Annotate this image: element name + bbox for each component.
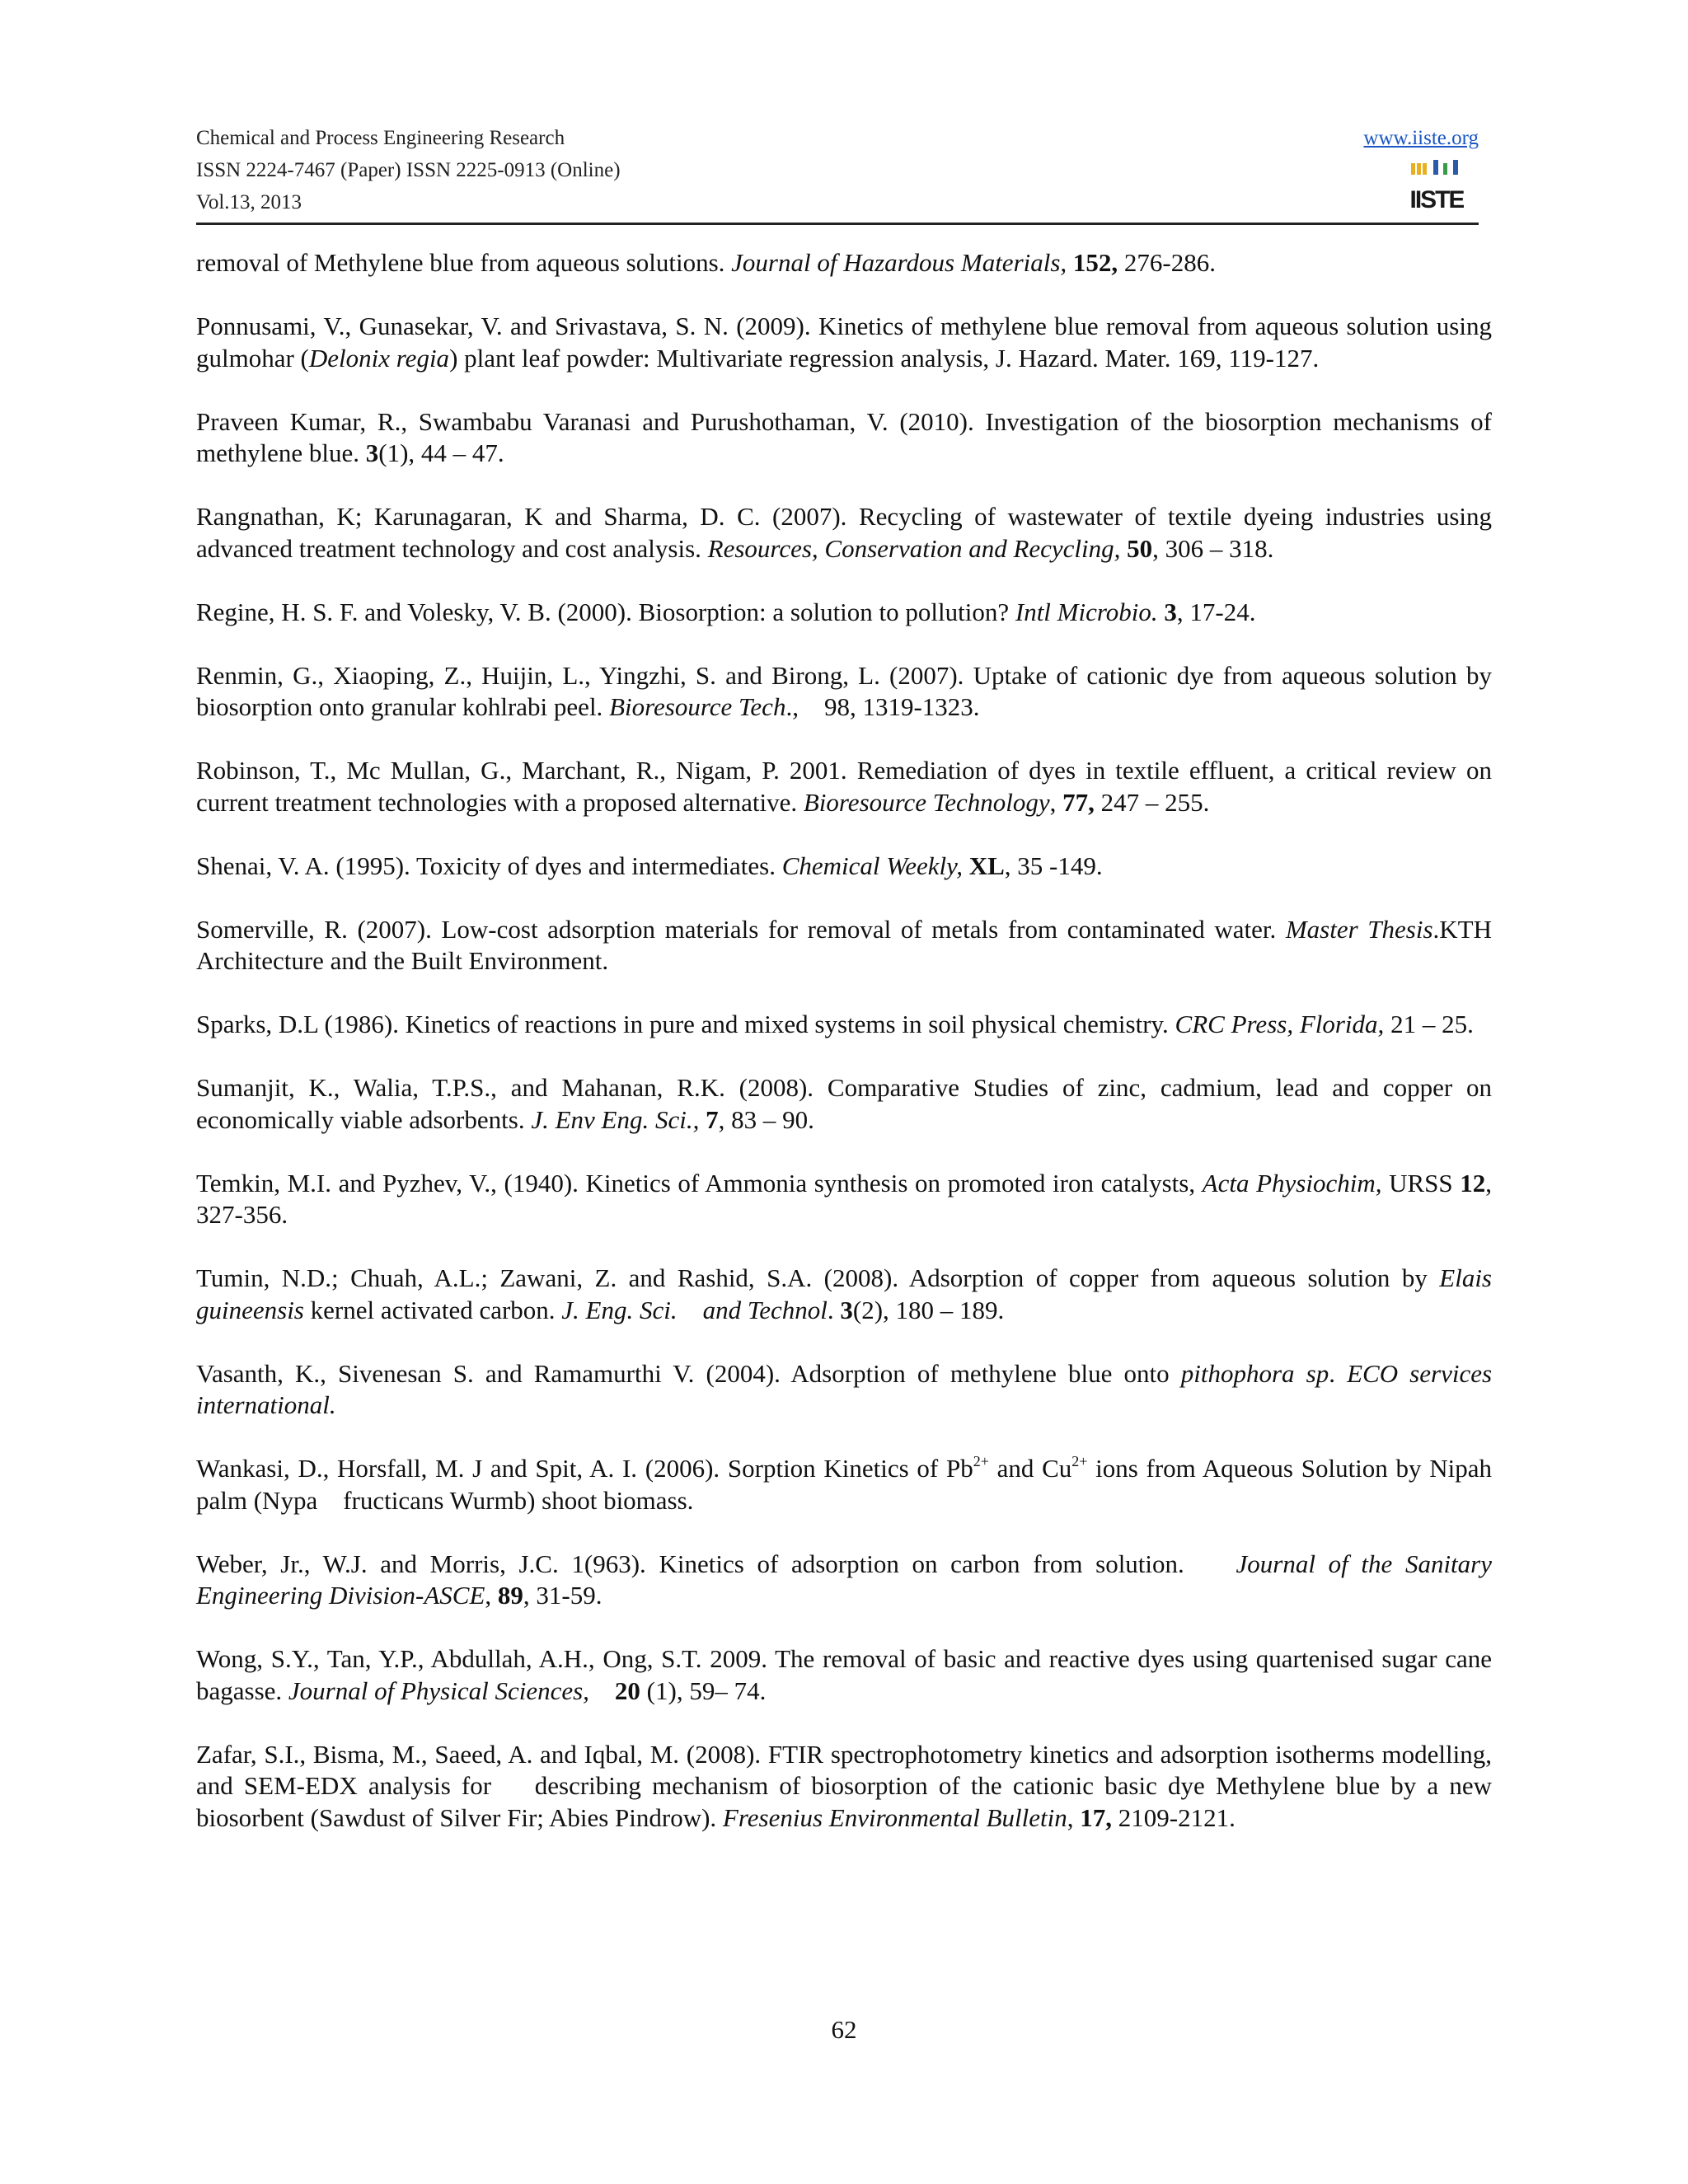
reference-text-segment: , [485, 1581, 498, 1610]
iiste-logo [1409, 157, 1464, 214]
reference-text-segment: 17, [1080, 1802, 1113, 1832]
reference-text-segment: Master Thesis [1285, 914, 1433, 944]
journal-info [196, 122, 621, 218]
page-header [196, 122, 1479, 225]
reference-text-segment: 12 [1460, 1168, 1486, 1197]
reference-text-segment: CRC Press, Florida, [1175, 1010, 1385, 1038]
reference-text-segment: Zafar, S.I., Bisma, M., Saeed, A. and Iqbal, M. (2008). FTIR spectrophotometry kinetics and adsorption isotherms modelling, and SEM-EDX analysis for describing mechanism of biosorption of the cationic basic dye Methylene blue by a new biosorbent (Sawdust of Silver Fir; Abies Pindrow). [196, 1739, 1492, 1832]
reference-text-segment: Sumanjit, K., Walia, T.P.S., and Mahanan, R.K. (2008). Comparative Studies of zinc, cadmium, lead and copper on economically viable adsorbents. [196, 1073, 1492, 1134]
reference-text-segment: 3 [1164, 597, 1177, 626]
reference-entry [196, 597, 1492, 629]
reference-entry [196, 660, 1492, 724]
reference-entry [196, 914, 1492, 977]
logo-bar-green [1443, 163, 1447, 175]
reference-text-segment: Bioresource Technology [803, 787, 1050, 817]
journal-title: Chemical and Process Engineering Research [196, 127, 565, 149]
reference-text-segment: XL [968, 851, 1005, 880]
reference-text-segment: 152, [1072, 248, 1118, 277]
reference-entry [196, 406, 1492, 470]
reference-text-segment: Rangnathan, K; Karunagaran, K and Sharma, D. C. (2007). Recycling of wastewater of textile dyeing industries using advanced treatment technology and cost analysis. [196, 502, 1492, 563]
reference-text-segment: Wong, S.Y., Tan, Y.P., Abdullah, A.H., Ong, S.T. 2009. The removal of basic and reactive dyes using quartenised sugar cane bagasse. [196, 1644, 1492, 1705]
reference-text-segment: ., 98, 1319-1323. [785, 692, 980, 721]
reference-entry [196, 1009, 1492, 1041]
reference-text-segment: . [1329, 1358, 1348, 1388]
reference-text-segment: ions from Aqueous Solution by Nipah palm (Nypa fructicans Wurmb) shoot biomass. [196, 1454, 1492, 1515]
reference-text-segment: Temkin, M.I. and Pyzhev, V., (1940). Kinetics of Ammonia synthesis on promoted iron catalysts, [196, 1168, 1203, 1197]
reference-text-segment: Ponnusami, V., Gunasekar, V. and Srivastava, S. N. (2009). Kinetics of methylene blue removal from aqueous solution using gulmohar ( [196, 312, 1492, 373]
reference-text-segment: Shenai, V. A. (1995). Toxicity of dyes and intermediates. [196, 851, 782, 880]
reference-list [196, 247, 1492, 1866]
reference-text-segment: , 17-24. [1176, 597, 1256, 626]
page-number: 62 [831, 2015, 857, 2044]
reference-text-segment: (1), 59– 74. [640, 1675, 767, 1705]
reference-entry [196, 851, 1492, 883]
reference-text-segment: Intl Microbio. [1015, 597, 1158, 626]
reference-text-segment: Resources, Conservation and Recycling, [707, 533, 1121, 563]
logo-bar-yellow-1 [1411, 163, 1415, 175]
reference-text-segment: Robinson, T., Mc Mullan, G., Marchant, R., Nigam, P. 2001. Remediation of dyes in textile effluent, a critical review on current treatment technologies with a proposed alternative. [196, 756, 1492, 817]
reference-text-segment: 2+ [973, 1453, 989, 1469]
reference-text-segment: Regine, H. S. F. and Volesky, V. B. (2000). Biosorption: a solution to pollution? [196, 597, 1015, 626]
reference-text-segment: Praveen Kumar, R., Swambabu Varanasi and Purushothaman, V. (2010). Investigation of the biosorption mechanisms of methylene blue. [196, 406, 1492, 467]
reference-text-segment: J. Eng. Sci. and Technol [561, 1295, 828, 1324]
reference-text-segment: kernel activated carbon. [303, 1295, 562, 1324]
reference-text-segment: Chemical Weekly, [781, 851, 963, 880]
reference-text-segment: , 35 -149. [1004, 851, 1103, 880]
reference-text-segment: Elais guineensis [196, 1263, 1492, 1324]
reference-text-segment: .KTH Architecture and the Built Environment. [196, 914, 1492, 975]
reference-text-segment: Renmin, G., Xiaoping, Z., Huijin, L., Yingzhi, S. and Birong, L. (2007). Uptake of cationic dye from aqueous solution by biosorption onto granular kohlrabi peel. [196, 660, 1492, 721]
reference-text-segment: Bioresource Tech [609, 692, 786, 721]
reference-text-segment: 89 [497, 1581, 523, 1610]
reference-text-segment: (2), 180 – 189. [852, 1295, 1005, 1324]
logo-bar-yellow-2 [1417, 163, 1421, 175]
reference-text-segment: ECO services international. [196, 1358, 1493, 1419]
reference-text-segment: Weber, Jr., W.J. and Morris, J.C. 1(963). Kinetics of adsorption on carbon from solution. [196, 1549, 1236, 1578]
reference-text-segment [699, 1105, 706, 1134]
reference-text-segment: , 306 – 318. [1152, 533, 1274, 563]
reference-entry [196, 501, 1492, 565]
reference-text-segment: 77, [1062, 787, 1095, 817]
reference-text-segment: , 31-59. [523, 1581, 603, 1610]
reference-text-segment: and Cu [988, 1454, 1072, 1483]
reference-text-segment: Delonix regia [308, 343, 450, 373]
reference-text-segment: J. Env Eng. Sci., [531, 1104, 700, 1134]
reference-entry [196, 1453, 1492, 1516]
reference-text-segment: Journal of the Sanitary Engineering Division-ASCE [196, 1549, 1492, 1610]
reference-text-segment [1067, 248, 1073, 277]
issn-line: ISSN 2224-7467 (Paper) ISSN 2225-0913 (Online) [196, 159, 621, 181]
reference-text-segment: 50 [1127, 533, 1153, 563]
volume-line: Vol.13, 2013 [196, 191, 302, 213]
reference-text-segment [963, 851, 969, 880]
reference-entry [196, 247, 1492, 279]
journal-website-link[interactable]: www.iiste.org [1363, 127, 1479, 149]
reference-text-segment: Journal of Physical Sciences, [288, 1675, 589, 1705]
reference-text-segment: Journal of Hazardous Materials, [731, 248, 1067, 277]
logo-bar-yellow-3 [1423, 163, 1427, 175]
reference-text-segment: removal of Methylene blue from aqueous solutions. [196, 248, 732, 277]
reference-text-segment: 3 [365, 438, 379, 467]
reference-text-segment: 276-286. [1118, 248, 1216, 277]
reference-entry [196, 1739, 1492, 1835]
reference-text-segment: Tumin, N.D.; Chuah, A.L.; Zawani, Z. and Rashid, S.A. (2008). Adsorption of copper from aqueous solution by [196, 1263, 1440, 1292]
reference-text-segment: URSS [1381, 1168, 1461, 1197]
reference-entry [196, 311, 1492, 374]
reference-text-segment: (1), 44 – 47. [378, 438, 504, 467]
reference-text-segment: 247 – 255. [1094, 787, 1210, 817]
reference-text-segment: 21 – 25. [1384, 1010, 1474, 1038]
reference-text-segment: Fresenius Environmental Bulletin [722, 1802, 1067, 1832]
logo-bar-blue-2 [1453, 160, 1458, 175]
reference-text-segment: 2+ [1071, 1453, 1088, 1469]
reference-text-segment: Acta Physiochim, [1202, 1168, 1382, 1197]
logo-text: IISTE [1409, 186, 1464, 213]
reference-text-segment: Sparks, D.L (1986). Kinetics of reactions in pure and mixed systems in soil physical chemistry. [196, 1010, 1175, 1038]
reference-text-segment: 20 [614, 1675, 640, 1705]
reference-text-segment: , 83 – 90. [718, 1104, 814, 1134]
reference-text-segment: 2109-2121. [1112, 1802, 1236, 1832]
reference-text-segment [1120, 534, 1127, 563]
reference-text-segment: , 327-356. [196, 1168, 1492, 1229]
reference-text-segment: . [827, 1295, 841, 1324]
reference-text-segment: , [1049, 787, 1063, 817]
reference-text-segment: Wankasi, D., Horsfall, M. J and Spit, A. I. (2006). Sorption Kinetics of Pb [196, 1454, 973, 1483]
reference-entry [196, 1072, 1492, 1136]
reference-text-segment: pithophora sp [1180, 1358, 1329, 1388]
reference-entry [196, 1643, 1492, 1707]
reference-text-segment: Vasanth, K., Sivenesan S. and Ramamurthi V. (2004). Adsorption of methylene blue onto [196, 1358, 1181, 1388]
logo-bar-blue [1433, 160, 1438, 175]
reference-entry [196, 1263, 1492, 1326]
reference-text-segment: Somerville, R. (2007). Low-cost adsorption materials for removal of metals from contaminated water. [196, 914, 1286, 944]
reference-text-segment: 7 [706, 1104, 719, 1134]
reference-text-segment: 3 [840, 1295, 853, 1324]
reference-entry [196, 1549, 1492, 1612]
reference-entry [196, 1358, 1492, 1422]
reference-text-segment [589, 1676, 615, 1705]
reference-entry [196, 1168, 1492, 1231]
reference-entry [196, 755, 1492, 818]
reference-text-segment: ) plant leaf powder: Multivariate regression analysis, J. Hazard. Mater. 169, 119-127. [449, 343, 1320, 373]
reference-text-segment: , [1067, 1802, 1081, 1832]
